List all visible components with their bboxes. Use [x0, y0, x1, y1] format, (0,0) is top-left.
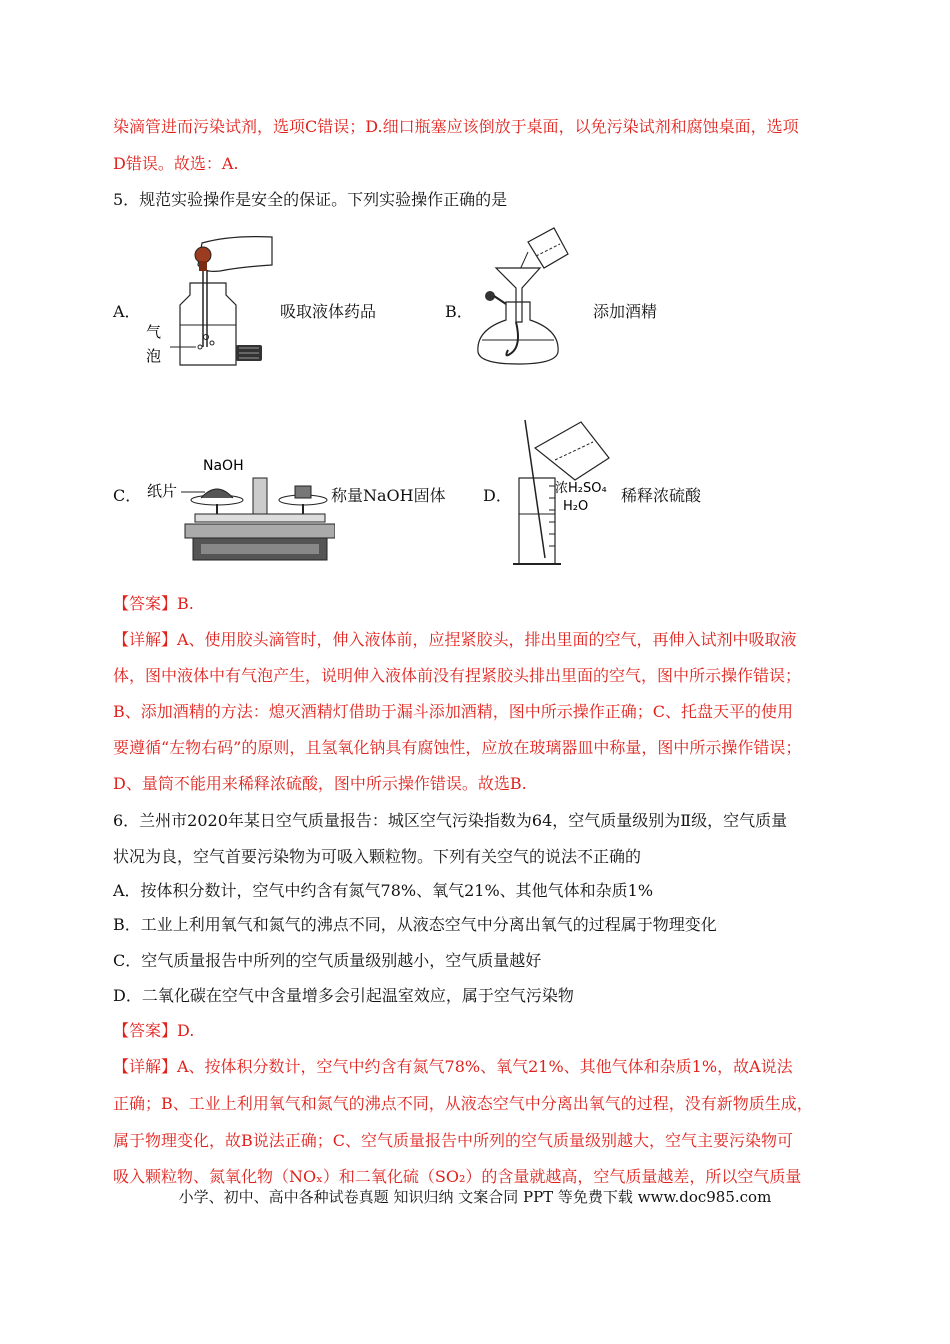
option-b: B．工业上利用氧气和氮气的沸点不同，从液态空气中分离出氧气的过程属于物理变化 [113, 915, 717, 934]
answer-5: 【答案】B. [113, 594, 194, 613]
balance-figure [145, 452, 335, 570]
option-c-letter: C． [113, 486, 142, 505]
explanation-line: 属于物理变化，故B说法正确；C、空气质量报告中所列的空气质量级别越大，空气主要污染物可 [113, 1131, 794, 1150]
question-6-cont: 状况为良，空气首要污染物为可吸入颗粒物。下列有关空气的说法不正确的 [113, 847, 642, 866]
cylinder-figure [505, 418, 623, 570]
question-5: 5．规范实验操作是安全的保证。下列实验操作正确的是 [113, 190, 508, 209]
explanation-line: 吸入颗粒物、氮氧化物（NOₓ）和二氧化硫（SO₂）的含量就越高，空气质量越差，所以空气质量 [113, 1167, 802, 1186]
option-d-caption: 稀释浓硫酸 [621, 486, 702, 505]
option-a: A．按体积分数计，空气中约含有氮气78%、氧气21%、其他气体和杂质1% [113, 881, 654, 900]
option-b-letter: B． [445, 302, 473, 321]
option-d: D．二氧化碳在空气中含量增多会引起温室效应，属于空气污染物 [113, 986, 574, 1005]
label-water: H₂O [563, 499, 589, 514]
option-a-letter: A． [113, 302, 141, 321]
explanation-line: B、添加酒精的方法：熄灭酒精灯借助于漏斗添加酒精，图中所示操作正确；C、托盘天平的使用 [113, 702, 794, 721]
label-qi: 气 [146, 323, 162, 341]
option-c: C．空气质量报告中所列的空气质量级别越小，空气质量越好 [113, 951, 542, 970]
question-6: 6．兰州市2020年某日空气质量报告：城区空气污染指数为64，空气质量级别为Ⅱ级，空气质量 [113, 811, 788, 830]
explanation-line: 【详解】A、使用胶头滴管时，伸入液体前，应捏紧胶头，排出里面的空气，再伸入试剂中吸取液 [113, 630, 797, 649]
explanation-line: 染滴管进而污染试剂，选项C错误；D.细口瓶塞应该倒放于桌面，以免污染试剂和腐蚀桌面，选项 [113, 117, 799, 136]
explanation-line: 要遵循“左物右码”的原则，且氢氧化钠具有腐蚀性，应放在玻璃器皿中称量，图中所示操作错误； [113, 738, 802, 757]
option-a-caption: 吸取液体药品 [280, 302, 377, 321]
label-naoh: NaOH [203, 458, 244, 474]
option-c-caption: 称量NaOH固体 [331, 486, 446, 505]
alcohol-lamp-figure [470, 222, 570, 372]
answer-6: 【答案】D. [113, 1021, 195, 1040]
footer-text: 小学、初中、高中各种试卷真题 知识归纳 文案合同 PPT 等免费下载 www.doc985.com [178, 1188, 772, 1206]
label-pao: 泡 [146, 347, 162, 365]
option-b-caption: 添加酒精 [593, 302, 658, 321]
label-conc-acid: 浓H₂SO₄ [555, 481, 607, 496]
explanation-line: 【详解】A、按体积分数计，空气中约含有氮气78%、氧气21%、其他气体和杂质1%，故A说法 [113, 1057, 793, 1076]
explanation-line: D错误。故选：A. [113, 154, 239, 173]
explanation-line: 体，图中液体中有气泡产生，说明伸入液体前没有捏紧胶头排出里面的空气，图中所示操作错误； [113, 666, 802, 685]
explanation-line: D、量筒不能用来稀释浓硫酸，图中所示操作错误。故选B. [113, 774, 527, 793]
label-paper: 纸片 [147, 482, 178, 500]
explanation-line: 正确；B、工业上利用氧气和氮气的沸点不同，从液态空气中分离出氧气的过程，没有新物质生成， [113, 1094, 813, 1113]
dropper-figure [140, 225, 280, 370]
option-d-letter: D． [483, 486, 512, 505]
